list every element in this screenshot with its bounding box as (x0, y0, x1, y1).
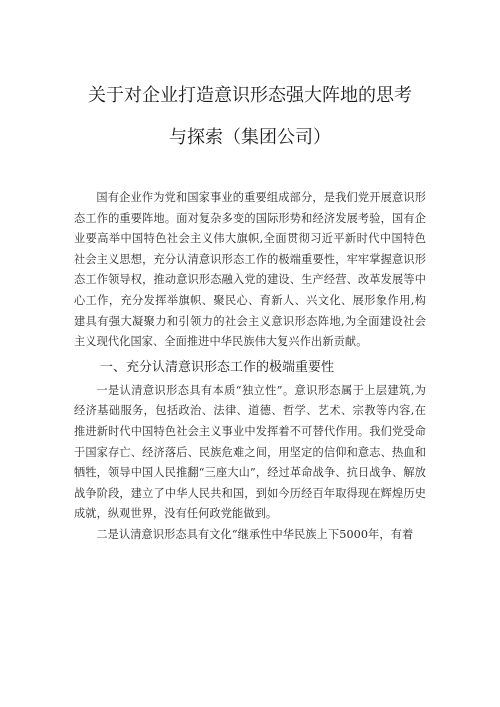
title-line-1: 关于对企业打造意识形态强大阵地的思考 (88, 85, 412, 106)
intro-paragraph: 国有企业作为党和国家事业的重要组成部分，是我们党开展意识形态工作的重要阵地。面对复杂多变的国际形势和经济发展考验，国有企业要高举中国特色社会主义伟大旗帜,全面贯彻习近平新时代中国特色社会主义思想，充分认清意识形态工作的极端重要性，牢牢掌握意识形态工作领导权，推动意识形态融入党的建设、生产经营、改革发展等中心工作，充分发挥举旗帜、聚民心、育新人、兴文化、展形象作用,构建具有强大凝聚力和引领力的社会主义意识形态阵地,为全面建设社会主义现代化国家、全面推进中华民族伟大复兴作出新贡献。 (74, 191, 426, 349)
document-title (74, 78, 426, 156)
document-body (74, 188, 426, 546)
section-1-heading: 一、充分认清意识形态工作的极端重要性 (100, 359, 335, 375)
title-line-2: 与探索（集团公司） (169, 127, 331, 148)
section-1-paragraph-2: 二是认清意识形态具有文化“继承性中华民族上下5000年，有着 (96, 527, 414, 541)
section-1-paragraph-1: 一是认清意识形态具有本质“独立性”。意识形态属于上层建筑,为经济基础服务，包括政治、法律、道德、哲学、艺术、宗教等内容,在推进新时代中国特色社会主义事业中发挥着不可替代作用。我们党受命于国家存亡、经济落后、民族危难之间，用坚定的信仰和意志、热血和牺牲，领导中国人民推翻“三座大山”，经过革命战争、抗日战争、解放战争阶段，建立了中华人民共和国，到如今历经百年取得现在辉煌历史成就，纵观世界，没有任何政党能做到。 (74, 383, 426, 521)
